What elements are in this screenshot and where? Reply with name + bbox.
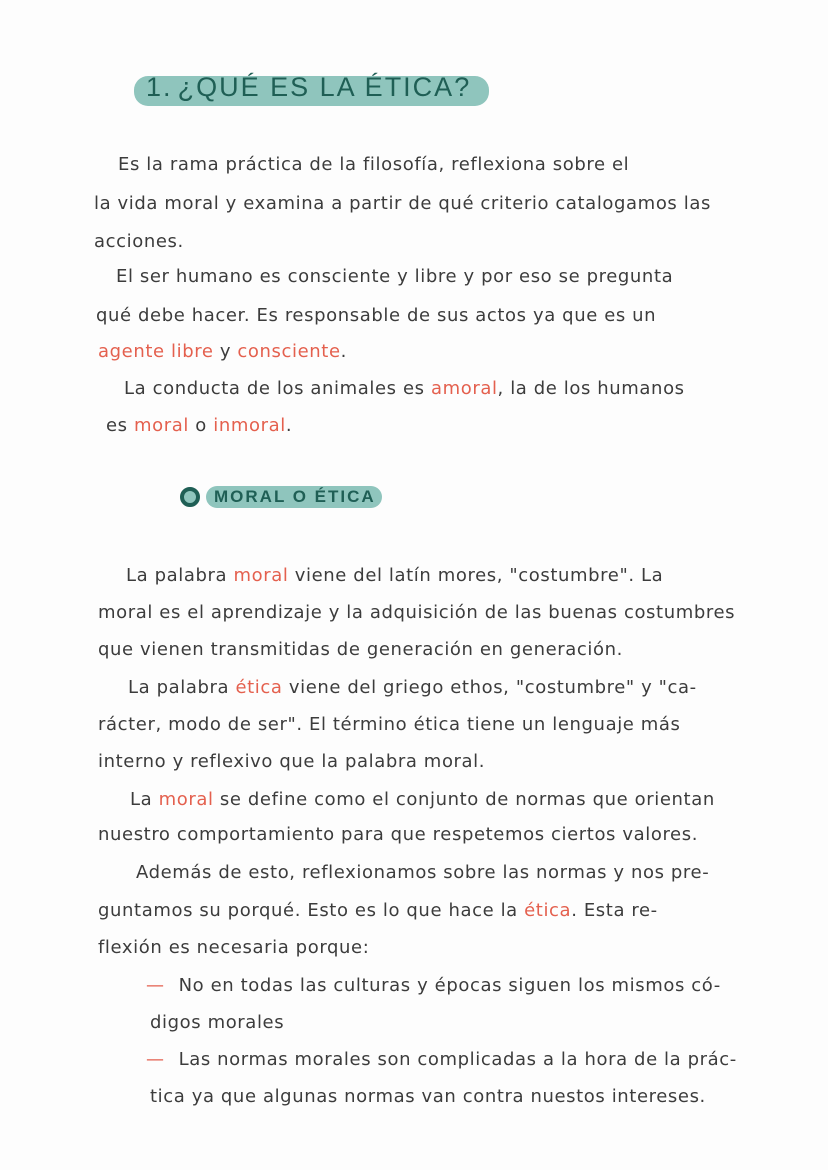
circle-bullet-icon bbox=[180, 487, 200, 507]
text: No en todas las culturas y épocas siguen los mismos có- bbox=[178, 975, 721, 996]
text: La conducta de los animales es bbox=[124, 378, 431, 399]
title-text: ¿QUÉ ES LA ÉTICA? bbox=[177, 72, 472, 102]
s2-p1-l2: moral es el aprendizaje y la adquisición de las buenas costumbres bbox=[98, 602, 736, 623]
s1-p1-l2: la vida moral y examina a partir de qué criterio catalogamos las bbox=[94, 193, 711, 214]
subheading-highlight bbox=[206, 486, 382, 508]
list-item-continued: tica ya que algunas normas van contra nuestos intereses. bbox=[150, 1086, 706, 1107]
list-item bbox=[146, 975, 721, 996]
text: guntamos su porqué. Esto es lo que hace la bbox=[98, 900, 525, 921]
text: viene del griego ethos, "costumbre" y "ca- bbox=[282, 677, 697, 698]
text: La palabra bbox=[126, 565, 234, 586]
highlight-moral: moral bbox=[233, 565, 289, 586]
s2-p4-l3: flexión es necesaria porque: bbox=[98, 937, 370, 958]
highlight-moral: moral bbox=[133, 415, 189, 436]
s2-p2-l3: interno y reflexivo que la palabra moral. bbox=[98, 751, 486, 772]
highlight-moral: moral bbox=[158, 789, 214, 810]
text: La palabra bbox=[128, 677, 236, 698]
text: viene del latín mores, "costumbre". La bbox=[288, 565, 664, 586]
highlight-amoral: amoral bbox=[430, 378, 498, 399]
s2-p4-l2 bbox=[98, 900, 658, 921]
subheading-text: MORAL O ÉTICA bbox=[214, 487, 376, 506]
text: La bbox=[130, 789, 159, 810]
s1-p1-l3: acciones. bbox=[94, 231, 184, 252]
subheading bbox=[180, 486, 382, 508]
s1-p2-l1: El ser humano es consciente y libre y por eso se pregunta bbox=[116, 266, 674, 287]
list-item bbox=[146, 1049, 737, 1070]
highlight-inmoral: inmoral bbox=[213, 415, 286, 436]
title-number: 1. bbox=[146, 72, 173, 102]
highlight-consciente: consciente bbox=[237, 341, 341, 362]
text: . Esta re- bbox=[571, 900, 658, 921]
s2-p3-l2: nuestro comportamiento para que respetemos ciertos valores. bbox=[98, 824, 699, 845]
s2-p1-l3: que vienen transmitidas de generación en generación. bbox=[98, 639, 623, 660]
text: se define como el conjunto de normas que orientan bbox=[213, 789, 715, 810]
title-highlight bbox=[134, 72, 489, 106]
s1-p1-l1: Es la rama práctica de la filosofía, reflexiona sobre el bbox=[118, 154, 630, 175]
highlight-agente-libre: agente libre bbox=[98, 341, 214, 362]
text: , la de los humanos bbox=[497, 378, 685, 399]
s1-p2-l3 bbox=[98, 341, 347, 362]
s1-p2-l2: qué debe hacer. Es responsable de sus actos ya que es un bbox=[96, 305, 657, 326]
s2-p1-l1 bbox=[126, 565, 663, 586]
text: es bbox=[106, 415, 134, 436]
text: o bbox=[188, 415, 214, 436]
text: y bbox=[213, 341, 238, 362]
s2-p4-l1: Además de esto, reflexionamos sobre las normas y nos pre- bbox=[136, 862, 710, 883]
text: . bbox=[285, 415, 293, 436]
highlight-etica: ética bbox=[524, 900, 572, 921]
s2-p3-l1 bbox=[130, 789, 715, 810]
s1-p3-l1 bbox=[124, 378, 685, 399]
page-title bbox=[134, 72, 489, 106]
s2-p2-l1 bbox=[128, 677, 697, 698]
text: Las normas morales son complicadas a la hora de la prác- bbox=[178, 1049, 737, 1070]
dash-bullet-icon: — bbox=[146, 975, 165, 996]
highlight-etica: ética bbox=[235, 677, 283, 698]
list-item-continued: digos morales bbox=[150, 1012, 285, 1033]
s1-p3-l2 bbox=[106, 415, 292, 436]
text: . bbox=[340, 341, 347, 362]
s2-p2-l2: rácter, modo de ser". El término ética tiene un lenguaje más bbox=[98, 714, 681, 735]
dash-bullet-icon: — bbox=[146, 1049, 165, 1070]
